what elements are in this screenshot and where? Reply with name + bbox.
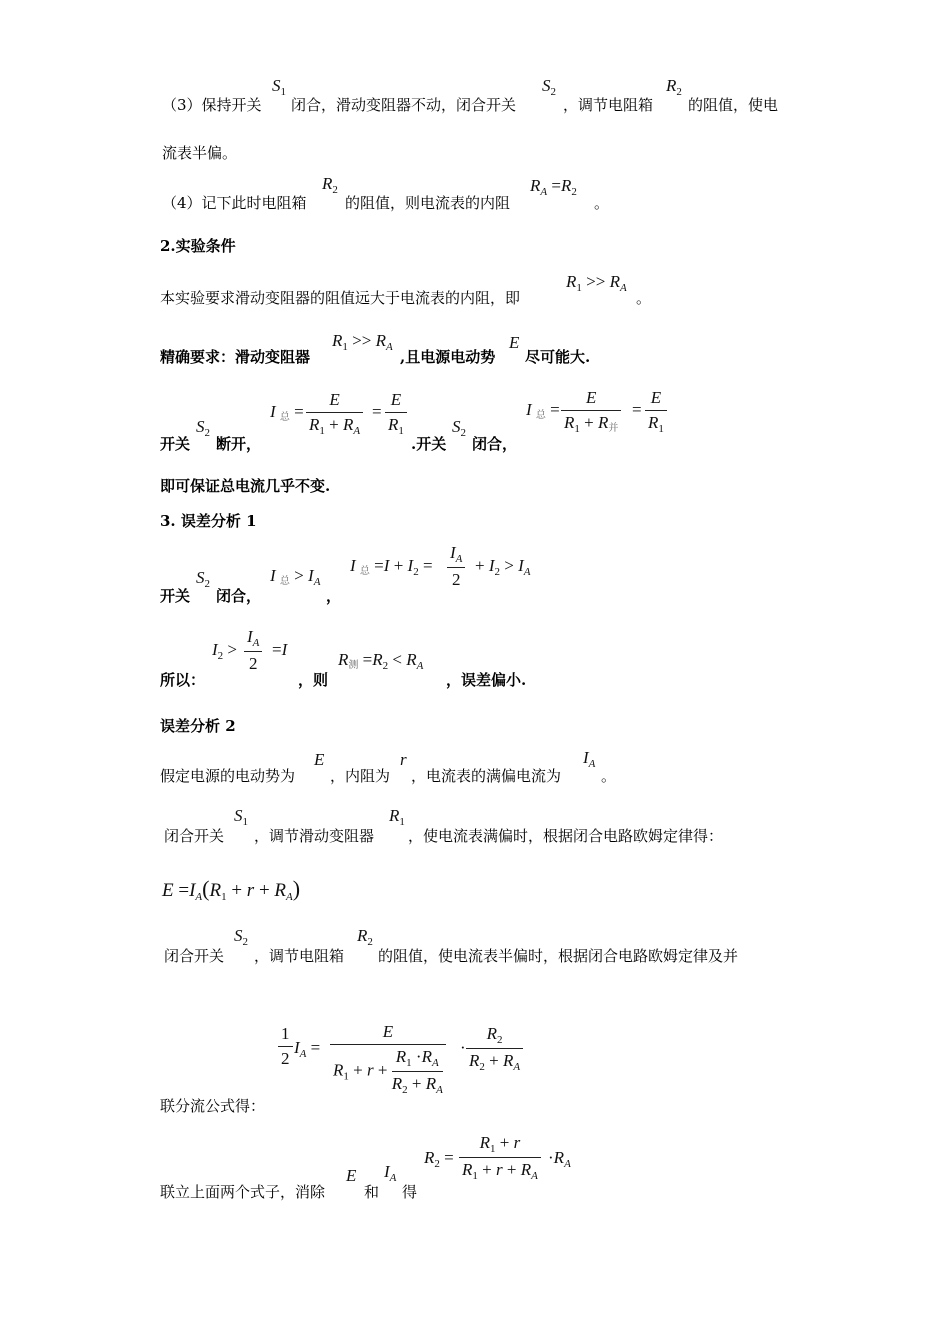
math-frac-final: $R_1 + r$ $R_1 + r + R_A$ — [459, 1133, 541, 1182]
sec3-s-c-wrap — [326, 586, 341, 606]
math-r1-gg-ra: $R_1 >> R_A$ — [566, 272, 627, 294]
sec3-s-a: 开关 — [160, 587, 191, 605]
sec4-p2-a-wrap — [164, 826, 224, 846]
sec2-text1-end-wrap — [636, 288, 651, 308]
step4-text-b: 的阻值，则电流表的内阻 — [345, 194, 511, 212]
math-rce-eq: R测 $=R_2 < R_A$ — [338, 650, 424, 672]
sec4-p1-d-wrap — [601, 766, 616, 786]
sec3-s-a-wrap — [160, 586, 190, 606]
sec2-precise-c-wrap — [525, 347, 590, 367]
step4-text-a: （4）记下此时电阻箱 — [162, 194, 307, 212]
math-e-eq-ia: $E =I_A(R_1 + r + R_A)$ — [162, 876, 301, 903]
math-s1-b: $S_1$ — [234, 806, 248, 828]
math-s2: $S_2$ — [542, 76, 556, 98]
section-4-title-text: 误差分析 2 — [160, 717, 236, 735]
sec4-p2-a: 闭合开关 — [164, 827, 225, 845]
sym-zong-4: 总 — [359, 566, 370, 577]
sec4-p2-b-wrap — [254, 826, 374, 846]
sym-bing: 并 — [608, 423, 619, 434]
sec4-p1-d: 。 — [601, 767, 617, 785]
math-ia-2: $I_A$ — [384, 1162, 397, 1184]
sec4-p4-wrap — [160, 1096, 265, 1116]
sec2-precise-a-wrap — [160, 347, 310, 367]
sec2-switch-d: 闭合， — [472, 435, 518, 453]
math-eq-2: = — [632, 400, 642, 419]
math-r2: $R_2$ — [666, 76, 682, 98]
sec2-switch-c: .开关 — [411, 435, 447, 453]
math-ia: $I_A$ — [583, 748, 596, 770]
sec3-so-a: 所以： — [160, 671, 206, 689]
sec4-p1-b-wrap — [330, 766, 390, 786]
math-frac-ia-2: $I_A$ 2 — [447, 543, 465, 590]
math-i-zong-1: I 总 = — [270, 402, 304, 423]
math-eq-i: =I — [272, 640, 288, 659]
step3-text-d: 的阻值，使电 — [688, 96, 779, 114]
sec3-so-b-wrap — [298, 670, 328, 690]
sec4-p5-c-wrap — [402, 1182, 417, 1202]
math-ra-eq-r2: $R_A =R_2$ — [530, 176, 577, 198]
step3-text-b: 闭合，滑动变阻器不动，闭合开关 — [291, 96, 517, 114]
sec4-p2-c-wrap — [408, 826, 723, 846]
section-3-title-text: 3. 误差分析 1 — [160, 512, 257, 530]
sec4-p3-a-wrap — [164, 946, 224, 966]
math-ia-eq: $I_A$ = — [294, 1038, 321, 1060]
step4-text-b-wrap — [345, 193, 510, 213]
math-frac-big: E $R_1 + r$ + $\frac{R_1 \cdot R_A}{R_2 + R_A}$ — [330, 1022, 446, 1096]
sec2-precise-b-wrap — [400, 347, 495, 367]
math-frac-r2: $R_2$ $R_2 + R_A$ — [466, 1024, 523, 1073]
step4-text-c-wrap — [594, 193, 609, 213]
math-frac-ia-2-b: $I_A$ 2 — [244, 627, 262, 674]
sec4-p5-a: 联立上面两个式子，消除 — [160, 1183, 326, 1201]
section-2-title — [160, 236, 236, 256]
step3-text-e: 流表半偏。 — [162, 144, 238, 162]
sec4-p1-b: ，内阻为 — [330, 767, 391, 785]
sec4-p1-c: ，电流表的满偏电流为 — [411, 767, 562, 785]
math-r2-b: $R_2$ — [322, 174, 338, 196]
math-eq-1: = — [372, 402, 382, 421]
sec4-p1-c-wrap — [411, 766, 561, 786]
sec2-switch-b-wrap — [216, 434, 261, 454]
math-e: E — [509, 333, 520, 352]
math-frac-half: 1 2 — [278, 1024, 293, 1069]
sec4-p5-b: 和 — [364, 1183, 380, 1201]
sec4-p5-a-wrap — [160, 1182, 325, 1202]
math-frac-e-r1rbing: E $R_1 + R$并 — [561, 388, 621, 435]
sec2-text1-wrap — [160, 288, 520, 308]
math-dot-ra: $\cdot R_A$ — [548, 1148, 571, 1170]
step3-line2 — [162, 143, 237, 163]
math-r2-c: $R_2$ — [357, 926, 373, 948]
sec4-p3-a: 闭合开关 — [164, 947, 225, 965]
sym-ce: 测 — [348, 660, 359, 671]
math-frac-e-r1-2: E $R_1$ — [645, 388, 667, 435]
sym-zong-2: 总 — [535, 410, 546, 421]
section-2-title-text: 2.实验条件 — [160, 237, 236, 255]
sec2-text1-end: 。 — [636, 289, 652, 307]
sec2-precise-a: 精确要求：滑动变阻器 — [160, 348, 311, 366]
sec4-p3-b: ，调节电阻箱 — [254, 947, 345, 965]
math-izong-sum: I 总 $=I + I_2$ = — [350, 556, 433, 578]
sec4-p3-b-wrap — [254, 946, 344, 966]
math-r2-eq: $R_2$ = — [424, 1148, 454, 1170]
math-s2-d: $S_2$ — [196, 568, 210, 590]
sec2-switch-c-wrap — [411, 434, 446, 454]
sec3-s-c: ， — [326, 587, 342, 605]
sec3-so-a-wrap — [160, 670, 205, 690]
sec4-p1-a: 假定电源的电动势为 — [160, 767, 296, 785]
step3-line1 — [162, 95, 262, 115]
math-plus-i2-gt-ia: + $I_2 > I_A$ — [475, 556, 531, 578]
math-e-3: E — [346, 1166, 357, 1185]
math-i2-gt: $I_2$ > — [212, 640, 238, 662]
sec4-p2-b: ，调节滑动变阻器 — [254, 827, 375, 845]
sec3-s-b-wrap — [216, 586, 261, 606]
math-s1: $S_1$ — [272, 76, 286, 98]
math-s2-c: $S_2$ — [452, 417, 466, 439]
sec2-precise-c: 尽可能大. — [525, 348, 591, 366]
section-4-title — [160, 716, 236, 736]
sec2-switch-a-wrap — [160, 434, 190, 454]
section-3-title — [160, 511, 257, 531]
step3-text-a: （3）保持开关 — [162, 96, 262, 114]
sec2-switch-a: 开关 — [160, 435, 191, 453]
sec4-p3-c-wrap — [378, 946, 738, 966]
sec3-so-c: ，误差偏小. — [446, 671, 527, 689]
step3-text-b-wrap — [291, 95, 516, 115]
math-s2-e: $S_2$ — [234, 926, 248, 948]
sym-zong-1: 总 — [279, 412, 290, 423]
sec2-switch-b: 断开， — [216, 435, 262, 453]
step3-text-c: ，调节电阻箱 — [563, 96, 654, 114]
sec4-p5-c: 得 — [402, 1183, 418, 1201]
math-r1-gg-ra-2: $R_1 >> R_A$ — [332, 331, 393, 353]
math-s2-b: $S_2$ — [196, 417, 210, 439]
sec3-s-b: 闭合， — [216, 587, 262, 605]
math-izong-gt-ia: I 总 > $I_A$ — [270, 566, 321, 588]
math-frac-e-r1ra: E $R_1 + R_A$ — [306, 390, 363, 437]
sec2-conclude-wrap — [160, 476, 330, 496]
math-dot: · — [460, 1038, 466, 1057]
math-r-small: r — [400, 750, 407, 769]
sec4-p2-c: ，使电流表满偏时，根据闭合电路欧姆定律得： — [408, 827, 724, 845]
sec2-text1: 本实验要求滑动变阻器的阻值远大于电流表的内阻，即 — [160, 289, 521, 307]
sec3-so-c-wrap — [446, 670, 526, 690]
sec4-p3-c: 的阻值，使电流表半偏时，根据闭合电路欧姆定律及并 — [378, 947, 739, 965]
math-frac-e-r1: E $R_1$ — [385, 390, 407, 437]
math-e-2: E — [314, 750, 325, 769]
sec3-so-b: ，则 — [298, 671, 329, 689]
sec4-p1-a-wrap — [160, 766, 295, 786]
sec2-conclude: 即可保证总电流几乎不变. — [160, 477, 331, 495]
math-i-zong-2: I 总 = — [526, 400, 560, 421]
sec2-switch-d-wrap — [472, 434, 517, 454]
step4-text-c: 。 — [594, 194, 610, 212]
step4-text-a-wrap — [162, 193, 307, 213]
sec4-p4: 联分流公式得： — [160, 1097, 266, 1115]
step3-text-d-wrap — [688, 95, 778, 115]
sec2-precise-b: ,且电源电动势 — [400, 348, 496, 366]
sec4-p5-b-wrap — [364, 1182, 379, 1202]
math-r1: $R_1$ — [389, 806, 405, 828]
sym-zong-3: 总 — [279, 576, 290, 587]
step3-text-c-wrap — [563, 95, 653, 115]
